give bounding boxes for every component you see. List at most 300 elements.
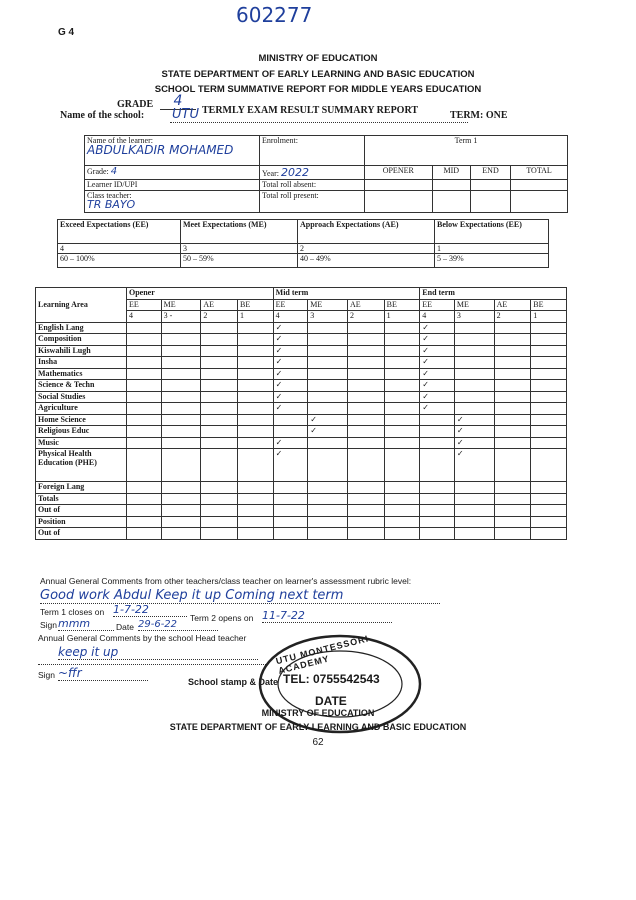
grid-cell [531, 449, 567, 482]
grid-cell [347, 368, 384, 380]
grid-cell [201, 368, 238, 380]
grid-cell [201, 403, 238, 415]
grid-cell [127, 391, 162, 403]
grid-cell [238, 357, 274, 369]
grid-cell [347, 391, 384, 403]
grid-cell [308, 516, 348, 528]
tick-mark: ✓ [273, 449, 308, 482]
level-me-range: 50 – 59% [181, 254, 298, 268]
table-row [36, 403, 567, 415]
grid-cell [494, 482, 531, 494]
table-row [36, 493, 567, 505]
grid-cell [127, 437, 162, 449]
grid-cell [531, 322, 567, 334]
level-ee-score: 4 [58, 244, 181, 254]
opener-ae-num: 2 [201, 311, 238, 323]
class-teacher-value: TR BAYO [87, 198, 136, 211]
grid-cell [161, 345, 201, 357]
grade-cell [85, 166, 260, 180]
mid-ee-num: 4 [273, 311, 308, 323]
grid-cell [238, 391, 274, 403]
document-number: 602277 [236, 3, 313, 27]
grid-cell [201, 437, 238, 449]
grid-cell [201, 426, 238, 438]
grid-cell [384, 334, 420, 346]
table-row [36, 437, 567, 449]
grid-cell [273, 493, 308, 505]
tick-mark: ✓ [420, 403, 455, 415]
grid-cell [201, 516, 238, 528]
grid-cell [127, 357, 162, 369]
grid-cell [454, 482, 494, 494]
grid-cell [127, 493, 162, 505]
opener-ee-num: 4 [127, 311, 162, 323]
grid-cell [454, 357, 494, 369]
grid-cell [273, 505, 308, 517]
grid-cell [308, 322, 348, 334]
learner-name-label: Name of the learner: [87, 136, 153, 145]
grid-cell [384, 357, 420, 369]
learning-area-name: Science & Techn [36, 380, 127, 392]
learning-area-grid [35, 287, 567, 540]
learning-area-name: Social Studies [36, 391, 127, 403]
year-label: Year: [262, 169, 279, 178]
table-row [36, 322, 567, 334]
tick-mark: ✓ [273, 437, 308, 449]
grid-cell [454, 334, 494, 346]
learning-area-name: Out of [36, 528, 127, 540]
learner-info-table [84, 135, 568, 213]
term1-label: Term 1 [454, 136, 478, 145]
table-row [36, 528, 567, 540]
table-row [36, 505, 567, 517]
grid-cell [384, 528, 420, 540]
opener-header: Opener [127, 288, 274, 300]
comment-line [38, 663, 268, 665]
enrolment-label: Enrolment: [262, 136, 298, 145]
grid-cell [531, 493, 567, 505]
grid-cell [454, 493, 494, 505]
stamp-tel: TEL: 0755542543 [283, 672, 380, 686]
grid-cell [127, 345, 162, 357]
teacher-comment: Good work Abdul Keep it up Coming next term [40, 588, 440, 604]
level-ee-name: Exceed Expectations (EE) [58, 220, 181, 244]
grid-cell [384, 426, 420, 438]
table-row [36, 516, 567, 528]
sign-label: Sign [40, 620, 58, 630]
year-value: 2022 [280, 166, 309, 179]
grid-cell [347, 334, 384, 346]
learning-area-name: Position [36, 516, 127, 528]
grid-cell [494, 368, 531, 380]
head-sign-label: Sign [38, 670, 56, 680]
grid-cell [420, 505, 455, 517]
grid-cell [161, 449, 201, 482]
grid-cell [127, 403, 162, 415]
level-ae-range: 40 – 49% [298, 254, 435, 268]
table-row [36, 449, 567, 482]
grid-cell [494, 516, 531, 528]
col-opener: OPENER [365, 166, 433, 180]
table-row [36, 368, 567, 380]
table-row [36, 357, 567, 369]
level-me-score: 3 [181, 244, 298, 254]
tick-mark: ✓ [273, 357, 308, 369]
grid-cell [273, 414, 308, 426]
grid-cell [127, 505, 162, 517]
grid-cell [127, 334, 162, 346]
opener-ae: AE [201, 299, 238, 311]
grid-cell [308, 505, 348, 517]
end-me: ME [454, 299, 494, 311]
mid-ee: EE [273, 299, 308, 311]
end-ae-num: 2 [494, 311, 531, 323]
grid-cell [161, 528, 201, 540]
table-row [36, 426, 567, 438]
mid-be: BE [384, 299, 420, 311]
stamp-ring-text: UTU MONTESSORI ACADEMY [274, 633, 370, 676]
grid-cell [347, 505, 384, 517]
grid-cell [384, 345, 420, 357]
grid-cell [127, 482, 162, 494]
roll-absent-cell [260, 180, 365, 191]
grid-cell [201, 528, 238, 540]
grid-cell [161, 482, 201, 494]
end-me-num: 3 [454, 311, 494, 323]
grid-cell [238, 528, 274, 540]
grid-cell [494, 334, 531, 346]
grid-cell [161, 368, 201, 380]
grid-cell [161, 437, 201, 449]
col-total: TOTAL [511, 166, 568, 180]
learning-area-name: Composition [36, 334, 127, 346]
grade-value: 4 [160, 93, 196, 110]
learner-name-cell [85, 136, 260, 166]
grid-cell [384, 516, 420, 528]
tick-mark: ✓ [273, 334, 308, 346]
tick-mark: ✓ [308, 426, 348, 438]
grid-cell [494, 426, 531, 438]
grid-cell [420, 516, 455, 528]
tick-mark: ✓ [420, 391, 455, 403]
term-label: TERM: ONE [450, 110, 508, 121]
grid-cell [238, 322, 274, 334]
learning-area-name: Music [36, 437, 127, 449]
term1-header [365, 136, 568, 166]
col-end: END [470, 166, 510, 180]
grid-cell [531, 357, 567, 369]
table-row [36, 482, 567, 494]
grid-cell [161, 322, 201, 334]
tick-mark: ✓ [273, 403, 308, 415]
learning-area-name: Insha [36, 357, 127, 369]
grid-cell [454, 403, 494, 415]
tick-mark: ✓ [420, 380, 455, 392]
grid-cell [384, 414, 420, 426]
learning-area-name: Kiswahili Lugh [36, 345, 127, 357]
tick-mark: ✓ [273, 391, 308, 403]
grid-cell [308, 493, 348, 505]
grid-cell [347, 449, 384, 482]
ministry-title: MINISTRY OF EDUCATION [258, 53, 378, 64]
grid-cell [531, 334, 567, 346]
grid-cell [308, 368, 348, 380]
grid-cell [161, 380, 201, 392]
grid-cell [238, 368, 274, 380]
grade-row-label: Grade: [87, 167, 109, 176]
grid-cell [161, 493, 201, 505]
grid-cell [494, 380, 531, 392]
grid-cell [531, 414, 567, 426]
table-row [36, 334, 567, 346]
grid-cell [127, 380, 162, 392]
grid-cell [531, 437, 567, 449]
grid-cell [347, 516, 384, 528]
grid-cell [454, 391, 494, 403]
grid-cell [531, 516, 567, 528]
grid-cell [161, 505, 201, 517]
term-opens-label: Term 2 opens on [190, 613, 254, 623]
level-ae-name: Approach Expectations (AE) [298, 220, 435, 244]
grid-cell [161, 391, 201, 403]
learning-area-name: Agriculture [36, 403, 127, 415]
level-be-score: 1 [435, 244, 549, 254]
grid-cell [201, 493, 238, 505]
tick-mark: ✓ [420, 368, 455, 380]
learning-area-header: Learning Area [36, 288, 127, 323]
learning-area-name: Religious Educ [36, 426, 127, 438]
department-title: STATE DEPARTMENT OF EARLY LEARNING AND BASIC EDUCATION [161, 69, 475, 80]
grid-cell [201, 380, 238, 392]
learning-area-name: English Lang [36, 322, 127, 334]
learner-id-cell [85, 180, 260, 191]
grid-cell [494, 493, 531, 505]
mid-ae: AE [347, 299, 384, 311]
grid-cell [420, 414, 455, 426]
class-teacher-cell [85, 191, 260, 213]
grid-cell [494, 345, 531, 357]
learner-id-label: Learner ID/UPI [87, 180, 138, 189]
grid-cell [201, 357, 238, 369]
grid-cell [127, 516, 162, 528]
grid-cell [494, 403, 531, 415]
grid-cell [161, 516, 201, 528]
grid-cell [384, 322, 420, 334]
opener-me-num: 3 - [161, 311, 201, 323]
teacher-signature: mmm [58, 617, 114, 631]
grid-cell [420, 528, 455, 540]
grid-cell [347, 528, 384, 540]
grid-cell [238, 414, 274, 426]
grid-cell [127, 368, 162, 380]
grid-cell [161, 403, 201, 415]
grade-label: GRADE [117, 99, 154, 110]
grid-cell [531, 403, 567, 415]
level-ae-score: 2 [298, 244, 435, 254]
grid-cell [454, 368, 494, 380]
grid-cell [273, 482, 308, 494]
grid-cell [238, 482, 274, 494]
grid-cell [420, 493, 455, 505]
date-label: Date [116, 622, 134, 632]
opener-be: BE [238, 299, 274, 311]
form-code: G 4 [58, 27, 75, 38]
mid-ae-num: 2 [347, 311, 384, 323]
year-cell [260, 166, 365, 180]
grid-cell [201, 391, 238, 403]
end-term-header: End term [420, 288, 567, 300]
stamp-label: School stamp & Date [188, 677, 279, 687]
level-ee-range: 60 – 100% [58, 254, 181, 268]
tick-mark: ✓ [273, 322, 308, 334]
tick-mark: ✓ [308, 414, 348, 426]
col-mid: MID [432, 166, 470, 180]
date-value: 29-6-22 [138, 619, 218, 631]
mid-me: ME [308, 299, 348, 311]
grid-cell [161, 414, 201, 426]
head-comment: keep it up [58, 645, 258, 660]
term-opens-value: 11-7-22 [262, 609, 392, 623]
comments-label: Annual General Comments from other teachers/class teacher on learner's assessment rubric level: [40, 576, 412, 586]
level-be-range: 5 – 39% [435, 254, 549, 268]
learning-area-name: Physical Health Education (PHE) [36, 449, 127, 482]
tick-mark: ✓ [454, 449, 494, 482]
grid-cell [384, 482, 420, 494]
tick-mark: ✓ [454, 426, 494, 438]
tick-mark: ✓ [273, 368, 308, 380]
mid-term-header: Mid term [273, 288, 420, 300]
grid-cell [494, 391, 531, 403]
grid-cell [273, 516, 308, 528]
mid-be-num: 1 [384, 311, 420, 323]
level-me-name: Meet Expectations (ME) [181, 220, 298, 244]
grid-cell [494, 322, 531, 334]
tick-mark: ✓ [273, 345, 308, 357]
grade-row-value: 4 [110, 166, 118, 177]
grid-cell [201, 449, 238, 482]
grid-cell [308, 403, 348, 415]
head-signature: ~ffr [58, 666, 148, 681]
opener-ee: EE [127, 299, 162, 311]
grid-cell [347, 357, 384, 369]
grid-cell [127, 449, 162, 482]
term-closes-value: 1-7-22 [113, 603, 187, 617]
enrolment-cell [260, 136, 365, 166]
grid-cell [238, 403, 274, 415]
grid-cell [127, 322, 162, 334]
grid-cell [273, 426, 308, 438]
end-ee-num: 4 [420, 311, 455, 323]
grid-cell [347, 426, 384, 438]
mid-me-num: 3 [308, 311, 348, 323]
grid-cell [384, 380, 420, 392]
grid-cell [238, 505, 274, 517]
grid-cell [531, 482, 567, 494]
school-label: Name of the school: [60, 110, 145, 121]
learning-area-name: Out of [36, 505, 127, 517]
opener-me: ME [161, 299, 201, 311]
grid-cell [238, 380, 274, 392]
grid-cell [347, 403, 384, 415]
grid-cell [454, 345, 494, 357]
grid-cell [531, 391, 567, 403]
grid-cell [494, 437, 531, 449]
grid-cell [201, 334, 238, 346]
grid-cell [238, 516, 274, 528]
grid-cell [273, 528, 308, 540]
learner-name-value: ABDULKADIR MOHAMED [87, 143, 234, 157]
grid-cell [127, 426, 162, 438]
grid-cell [420, 482, 455, 494]
grid-cell [384, 437, 420, 449]
grid-cell [420, 426, 455, 438]
grid-cell [494, 414, 531, 426]
grid-cell [384, 493, 420, 505]
grid-cell [161, 426, 201, 438]
grid-cell [308, 482, 348, 494]
tick-mark: ✓ [454, 414, 494, 426]
grid-cell [454, 505, 494, 517]
grid-cell [347, 380, 384, 392]
end-be: BE [531, 299, 567, 311]
tick-mark: ✓ [420, 322, 455, 334]
grid-cell [308, 380, 348, 392]
table-row [36, 380, 567, 392]
grid-cell [531, 368, 567, 380]
end-ee: EE [420, 299, 455, 311]
grid-cell [494, 528, 531, 540]
table-row [36, 414, 567, 426]
tick-mark: ✓ [454, 437, 494, 449]
learning-area-name: Foreign Lang [36, 482, 127, 494]
table-row [36, 345, 567, 357]
roll-present-cell [260, 191, 365, 213]
grid-cell [308, 345, 348, 357]
grid-cell [384, 403, 420, 415]
grid-cell [347, 414, 384, 426]
grid-cell [420, 437, 455, 449]
grid-cell [454, 528, 494, 540]
grid-cell [127, 414, 162, 426]
opener-be-num: 1 [238, 311, 274, 323]
grid-cell [308, 357, 348, 369]
grid-cell [384, 449, 420, 482]
grid-cell [347, 345, 384, 357]
stamp-date: DATE [315, 694, 347, 708]
roll-absent-label: Total roll absent: [262, 180, 317, 189]
grid-cell [201, 322, 238, 334]
expectation-levels-table [57, 219, 549, 268]
head-comments-label: Annual General Comments by the school Head teacher [38, 633, 247, 643]
grid-cell [494, 449, 531, 482]
page-number: 62 [312, 737, 324, 748]
roll-present-label: Total roll present: [262, 191, 319, 200]
grid-cell [384, 368, 420, 380]
grid-cell [127, 528, 162, 540]
grid-cell [454, 322, 494, 334]
grid-cell [531, 528, 567, 540]
grid-cell [454, 516, 494, 528]
grid-cell [531, 426, 567, 438]
grid-cell [201, 345, 238, 357]
level-be-name: Below Expectations (EE) [435, 220, 549, 244]
grid-cell [347, 493, 384, 505]
grid-cell [384, 505, 420, 517]
grid-cell [238, 345, 274, 357]
school-value: UTU [170, 107, 468, 123]
grid-cell [161, 334, 201, 346]
learning-area-name: Home Science [36, 414, 127, 426]
